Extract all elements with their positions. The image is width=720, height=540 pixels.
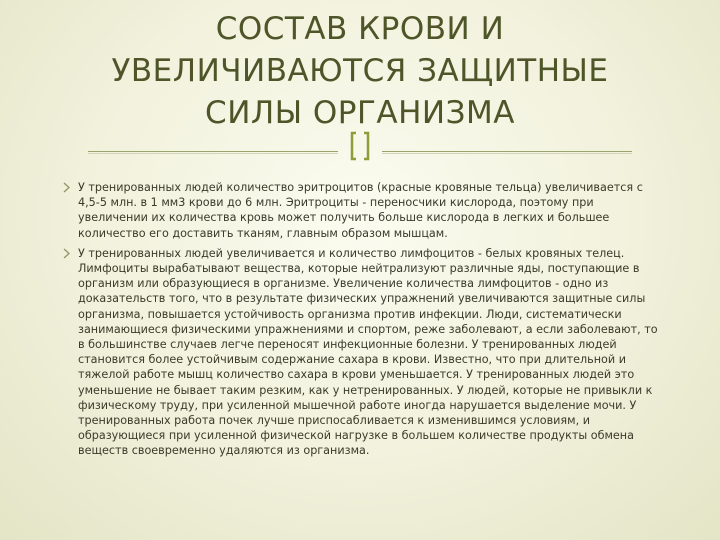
bullet-text: У тренированных людей количество эритроцитов (красные кровяные тельца) увеличивается с 4,5-5 млн. в 1 мм3 крови до 6 млн. Эритроциты - переносчики кислорода, поэтому при увеличении их количества кровь может получить больше кислорода в легких и большее количество его доставить тканям, главным образом мышцам. [78,181,643,240]
divider-line-left [88,151,338,152]
list-item [62,180,660,241]
title-line: СОСТАВ КРОВИ И [215,11,505,47]
title-line: СИЛЫ ОРГАНИЗМА [205,95,515,131]
arrow-bullet-icon [62,180,72,195]
bracket-ornament-icon [350,131,370,161]
bullet-text: У тренированных людей увеличивается и количество лимфоцитов - белых кровяных телец. Лимфоциты вырабатывают вещества, которые нейтрализуют различные яды, поступающие в организм или образующиеся в организме. Увеличение количества лимфоцитов - одно из доказательств того, что в результате физических упражнений увеличиваются защитные силы организма, повышается устойчивость организма против инфекции. Люди, систематически занимающиеся физическими упражнениями и спортом, реже заболевают, а если заболевают, то в большинстве случаев легче переносят инфекционные болезни. У тренированных людей становится более устойчивым содержание сахара в крови. Известно, что при длительной и тяжелой работе мышц количество сахара в крови уменьшается. У тренированных людей это уменьшение не бывает таким резким, как у нетренированных. У людей, которые не привыкли к физическому труду, при усиленной мышечной работе иногда нарушается выделение мочи. У тренированных работа почек лучше приспосабливается к изменившимся условиям, и образующиеся при усиленной физической нагрузке в большем количестве продукты обмена веществ своевременно удаляются из организма. [78,246,658,458]
divider-line-right [382,151,632,152]
slide-title [40,8,680,134]
title-line: УВЕЛИЧИВАЮТСЯ ЗАЩИТНЫЕ [111,53,609,89]
bullet-list [62,180,660,464]
list-item [62,246,660,459]
arrow-bullet-icon [62,246,72,261]
